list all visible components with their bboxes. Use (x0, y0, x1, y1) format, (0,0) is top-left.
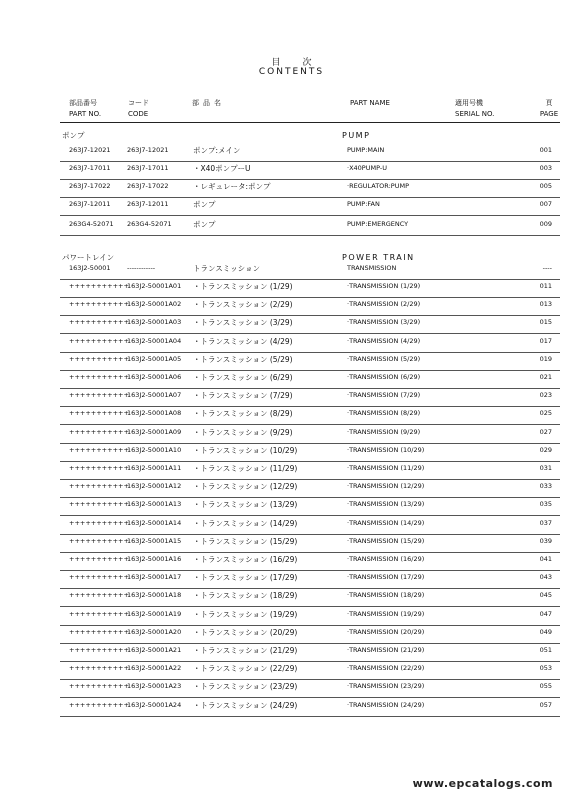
part-name-en: ·TRANSMISSION (5/29) (347, 354, 421, 363)
part-name-en: ·TRANSMISSION (10/29) (347, 445, 425, 454)
code: 163J2-50001A14 (127, 518, 182, 527)
part-name-en: ·TRANSMISSION (20/29) (347, 627, 425, 636)
page-number: 017 (539, 336, 552, 345)
table-row (60, 444, 560, 462)
page-number: 057 (539, 700, 552, 709)
part-number: +++++++++++ (69, 609, 129, 618)
code: 263J7-12011 (127, 200, 169, 208)
page-number: 033 (539, 482, 552, 491)
part-number: 263J7-17022 (69, 182, 111, 190)
header-page (537, 98, 561, 120)
part-name-en: ·TRANSMISSION (21/29) (347, 646, 425, 654)
page-number: 029 (539, 445, 552, 454)
part-number: +++++++++++ (69, 555, 129, 563)
part-name-jp: ・トランスミッション (15/29) (193, 536, 298, 546)
part-name-jp: ・トランスミッション (2/29) (193, 300, 293, 310)
part-number: +++++++++++ (69, 300, 129, 309)
part-number: +++++++++++ (69, 427, 129, 436)
table-row (60, 407, 560, 425)
page-number: 041 (539, 555, 552, 563)
part-name-jp: トランスミッション (193, 264, 260, 273)
page-number: 053 (539, 664, 552, 673)
code: 163J2-50001A13 (127, 500, 182, 509)
table-row (60, 371, 560, 389)
page-number: 007 (539, 200, 552, 208)
part-name-jp: ポンプ (193, 200, 216, 209)
table-row (60, 298, 560, 316)
part-name-en: ·TRANSMISSION (14/29) (347, 518, 425, 527)
code: 163J2-50001A05 (127, 354, 182, 363)
part-name-en: ·TRANSMISSION (4/29) (347, 336, 421, 345)
code: 263G4-52071 (127, 220, 172, 228)
page-number: 023 (539, 391, 552, 400)
part-number: +++++++++++ (69, 336, 129, 345)
part-name-jp: ・X40ポンプーU (193, 164, 251, 173)
table-row (60, 180, 560, 198)
page-number: 009 (539, 220, 552, 228)
header-part-no-en: PART NO. (69, 110, 102, 118)
table-row (60, 462, 560, 480)
code: 163J2-50001A07 (127, 391, 182, 400)
part-number: +++++++++++ (69, 646, 129, 654)
part-name-jp: ・トランスミッション (12/29) (193, 482, 298, 492)
section-heading-en: POWER TRAIN (342, 253, 415, 262)
part-name-en: ·TRANSMISSION (12/29) (347, 482, 425, 491)
part-name-jp: ・トランスミッション (24/29) (193, 700, 298, 710)
part-name-en: ·TRANSMISSION (22/29) (347, 664, 425, 673)
header-part-no (69, 98, 101, 120)
part-number: +++++++++++ (69, 445, 129, 454)
page-number: 003 (539, 164, 552, 172)
part-name-jp: ・トランスミッション (11/29) (193, 464, 298, 473)
part-number: +++++++++++ (69, 682, 129, 691)
table-row (60, 316, 560, 334)
page-number: 047 (539, 609, 552, 618)
part-name-jp: ・トランスミッション (14/29) (193, 518, 298, 528)
code: 163J2-50001A08 (127, 409, 182, 418)
part-name-jp: ・トランスミッション (17/29) (193, 573, 298, 583)
part-number: +++++++++++ (69, 536, 129, 545)
part-name-en: ·TRANSMISSION (24/29) (347, 700, 425, 709)
part-name-jp: ・トランスミッション (8/29) (193, 409, 293, 419)
part-name-en: ·TRANSMISSION (16/29) (347, 555, 425, 563)
table-row (60, 571, 560, 589)
page-number: 035 (539, 500, 552, 509)
row-divider (60, 716, 560, 717)
part-name-en: ·X40PUMP-U (347, 164, 387, 172)
code: 163J2-50001A17 (127, 573, 182, 582)
part-name-en: PUMP:MAIN (347, 146, 385, 154)
part-number: +++++++++++ (69, 627, 129, 636)
page-number: 019 (539, 354, 552, 363)
table-row (60, 262, 560, 280)
part-number: +++++++++++ (69, 591, 129, 600)
part-name-en: ·TRANSMISSION (23/29) (347, 682, 425, 691)
table-row (60, 498, 560, 516)
part-name-en: ·TRANSMISSION (6/29) (347, 373, 421, 381)
table-row (60, 280, 560, 298)
page-number: 039 (539, 536, 552, 545)
table-row (60, 535, 560, 553)
header-serial (455, 98, 494, 120)
part-name-jp: ・トランスミッション (5/29) (193, 354, 293, 364)
part-name-jp: ・トランスミッション (9/29) (193, 427, 293, 437)
table-row (60, 644, 560, 662)
table-row (60, 426, 560, 444)
part-number: 263G4-52071 (69, 220, 114, 228)
code: 163J2-50001A22 (127, 664, 182, 673)
code: 163J2-50001A10 (127, 445, 182, 454)
part-name-jp: ・トランスミッション (1/29) (193, 282, 293, 291)
part-number: +++++++++++ (69, 500, 129, 509)
table-row (60, 699, 560, 717)
part-name-jp: ・トランスミッション (6/29) (193, 373, 293, 382)
part-name-en: ·TRANSMISSION (8/29) (347, 409, 421, 418)
part-number: 263J7-12011 (69, 200, 111, 208)
code: ------------ (127, 264, 156, 272)
code: 163J2-50001A04 (127, 336, 182, 345)
section-heading-jp: ポンプ (62, 131, 85, 140)
page-number: 025 (539, 409, 552, 418)
section-heading-en: PUMP (342, 131, 371, 140)
table-row (60, 626, 560, 644)
header-serial-jp: 適用号機 (455, 99, 483, 107)
code: 163J2-50001A15 (127, 536, 182, 545)
part-number: +++++++++++ (69, 518, 129, 527)
part-name-en: ·TRANSMISSION (13/29) (347, 500, 425, 509)
table-row (60, 553, 560, 571)
part-name-en: ·TRANSMISSION (11/29) (347, 464, 425, 472)
row-divider (60, 235, 560, 236)
table-row (60, 662, 560, 680)
table-row (60, 517, 560, 535)
header-page-en: PAGE (539, 110, 559, 118)
section-heading-jp: パワートレイン (62, 253, 115, 262)
part-name-jp: ・トランスミッション (21/29) (193, 646, 298, 655)
part-name-en: ·REGULATOR:PUMP (347, 182, 409, 190)
page-number: 037 (539, 518, 552, 527)
part-name-jp: ・トランスミッション (19/29) (193, 609, 298, 619)
footer-site-text: www.epcatalogs.com (412, 777, 553, 790)
page-number: 031 (539, 464, 552, 472)
part-number: 263J7-17011 (69, 164, 111, 172)
table-row (60, 608, 560, 626)
part-name-en: ·TRANSMISSION (18/29) (347, 591, 425, 600)
header-page-jp: 頁 (545, 99, 553, 107)
part-name-jp: ・レギュレータ:ポンプ (193, 182, 271, 191)
part-name-jp: ・トランスミッション (18/29) (193, 591, 298, 601)
header-divider (60, 122, 560, 123)
part-number: +++++++++++ (69, 700, 129, 709)
part-name-jp: ・トランスミッション (7/29) (193, 391, 293, 401)
header-code-jp: コード (128, 99, 149, 107)
code: 163J2-50001A02 (127, 300, 182, 309)
part-name-jp: ポンプ:メイン (193, 146, 241, 155)
part-number: +++++++++++ (69, 464, 129, 472)
part-name-en: ·TRANSMISSION (2/29) (347, 300, 421, 309)
header-part-name-en: PART NAME (350, 99, 390, 107)
part-number: +++++++++++ (69, 318, 129, 327)
part-name-jp: ・トランスミッション (16/29) (193, 555, 298, 564)
part-name-jp: ・トランスミッション (13/29) (193, 500, 298, 510)
page-number: 043 (539, 573, 552, 582)
page-number: 055 (539, 682, 552, 691)
code: 163J2-50001A03 (127, 318, 182, 327)
part-name-jp: ・トランスミッション (20/29) (193, 627, 298, 637)
part-number: +++++++++++ (69, 573, 129, 582)
code: 163J2-50001A12 (127, 482, 182, 491)
page-number: 015 (539, 318, 552, 327)
part-name-en: PUMP:FAN (347, 200, 380, 208)
part-name-en: ·TRANSMISSION (7/29) (347, 391, 421, 400)
part-name-jp: ・トランスミッション (10/29) (193, 445, 298, 455)
table-row (60, 198, 560, 216)
part-number: +++++++++++ (69, 482, 129, 491)
part-name-en: ·TRANSMISSION (15/29) (347, 536, 425, 545)
page-number: 005 (539, 182, 552, 190)
part-number: +++++++++++ (69, 391, 129, 400)
part-number: +++++++++++ (69, 373, 129, 381)
code: 163J2-50001A09 (127, 427, 182, 436)
part-name-en: ·TRANSMISSION (17/29) (347, 573, 425, 582)
header-part-no-jp: 部品番号 (69, 99, 97, 107)
code: 163J2-50001A01 (127, 282, 182, 290)
table-row (60, 589, 560, 607)
page-number: 011 (539, 282, 552, 290)
page-number: 001 (539, 146, 552, 154)
table-row (60, 335, 560, 353)
row-divider (60, 215, 560, 216)
header-part-name-jp: 部品名 (192, 99, 225, 107)
part-number: +++++++++++ (69, 282, 129, 290)
part-name-en: PUMP:EMERGENCY (347, 220, 409, 228)
code: 263J7-17011 (127, 164, 169, 172)
part-name-en: TRANSMISSION (347, 264, 397, 272)
code: 163J2-50001A18 (127, 591, 182, 600)
code: 163J2-50001A21 (127, 646, 182, 654)
page-number: 049 (539, 627, 552, 636)
part-number: +++++++++++ (69, 664, 129, 673)
page-number: 021 (539, 373, 552, 381)
table-row (60, 144, 560, 162)
code: 263J7-12021 (127, 146, 169, 154)
page-number: 045 (539, 591, 552, 600)
code: 263J7-17022 (127, 182, 169, 190)
part-name-jp: ポンプ (193, 220, 216, 229)
part-name-en: ·TRANSMISSION (19/29) (347, 609, 425, 618)
code: 163J2-50001A11 (127, 464, 182, 472)
table-row (60, 162, 560, 180)
part-number: 263J7-12021 (69, 146, 111, 154)
part-number: +++++++++++ (69, 354, 129, 363)
table-row (60, 353, 560, 371)
table-row (60, 218, 560, 236)
table-row (60, 389, 560, 407)
part-name-en: ·TRANSMISSION (1/29) (347, 282, 421, 290)
part-name-en: ·TRANSMISSION (9/29) (347, 427, 421, 436)
part-number: 163J2-50001 (69, 264, 111, 272)
part-name-jp: ・トランスミッション (22/29) (193, 664, 298, 674)
code: 163J2-50001A24 (127, 700, 182, 709)
code: 163J2-50001A20 (127, 627, 182, 636)
header-code-en: CODE (128, 110, 149, 118)
code: 163J2-50001A06 (127, 373, 182, 381)
part-number: +++++++++++ (69, 409, 129, 418)
code: 163J2-50001A23 (127, 682, 182, 691)
table-row (60, 680, 560, 698)
code: 163J2-50001A19 (127, 609, 182, 618)
page-number: 027 (539, 427, 552, 436)
page-title-jp: 目次 (271, 58, 334, 68)
part-name-en: ·TRANSMISSION (3/29) (347, 318, 421, 327)
page-number: 051 (539, 646, 552, 654)
page-number: 013 (539, 300, 552, 309)
part-name-jp: ・トランスミッション (4/29) (193, 336, 293, 346)
header-serial-en: SERIAL NO. (455, 110, 495, 118)
table-row (60, 480, 560, 498)
part-name-jp: ・トランスミッション (3/29) (193, 318, 293, 328)
page-number: ---- (542, 264, 552, 272)
part-name-jp: ・トランスミッション (23/29) (193, 682, 298, 692)
header-code (128, 98, 149, 120)
page-title: CONTENTS (258, 67, 325, 77)
code: 163J2-50001A16 (127, 555, 182, 563)
